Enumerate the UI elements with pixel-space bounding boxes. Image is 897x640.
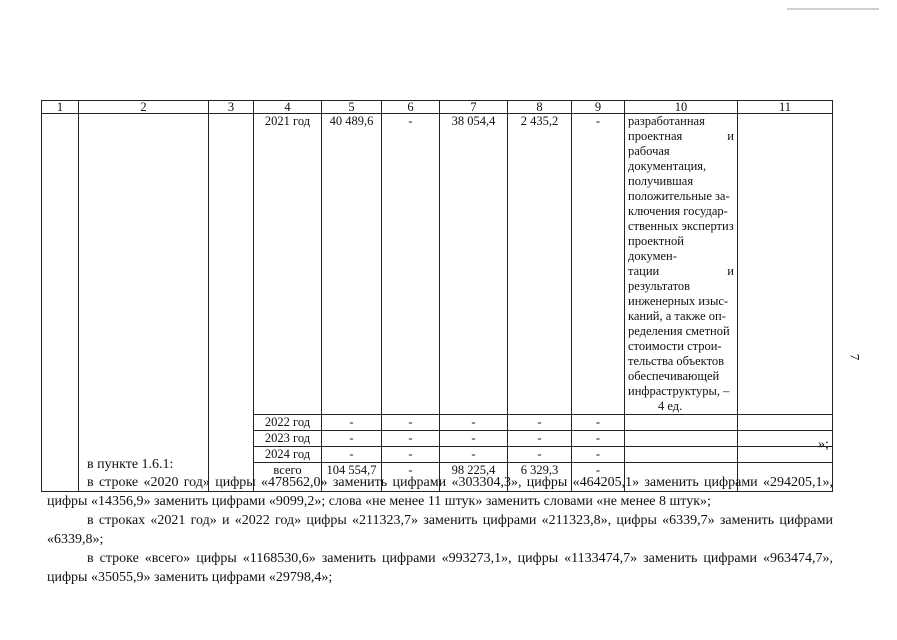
empty-cell (42, 114, 79, 492)
empty-cell (625, 431, 738, 447)
paragraph-point: в пункте 1.6.1: (87, 457, 174, 472)
description-line: ределения сметной (628, 324, 730, 338)
header-cell: 4 (254, 101, 322, 114)
description-line: тельства объектов (628, 354, 725, 368)
value-cell: 38 054,4 (440, 114, 508, 415)
value-cell: 98 225,4 (440, 463, 508, 492)
description-line: проектная и рабочая (628, 129, 734, 158)
value-cell: - (440, 447, 508, 463)
value-cell: - (382, 114, 440, 415)
header-cell: 2 (79, 101, 209, 114)
value-cell: - (572, 431, 625, 447)
table-row (42, 114, 833, 415)
paragraph-amendment: в строках «2021 год» и «2022 год» цифры «211323,7» заменить цифрами «211323,8», цифры «6339,7» заменить цифрами «6339,8»; (47, 513, 833, 547)
value-cell: - (322, 431, 382, 447)
header-cell: 5 (322, 101, 382, 114)
paragraph-amendment: в строке «2020 год» цифры «478562,0» заменить цифрами «303304,3», цифры «464205,1» заменить цифрами «294205,1», цифры «14356,9» заменить цифрами «9099,2»; слова «не менее 11 штук» заменить словами «не менее 8 штук»; (47, 475, 833, 509)
header-cell: 1 (42, 101, 79, 114)
description-line: тации и результатов (628, 264, 734, 293)
value-cell: - (508, 447, 572, 463)
description-line: инфраструктуры, – (628, 384, 730, 398)
value-cell: - (508, 415, 572, 431)
header-cell: 9 (572, 101, 625, 114)
description-line: получившая (628, 174, 694, 188)
year-cell: 2023 год (254, 431, 322, 447)
description-line: инженерных изыс- (628, 294, 729, 308)
description-line: ключения государ- (628, 204, 728, 218)
value-cell: - (322, 415, 382, 431)
description-line: разработанная (628, 114, 705, 128)
empty-cell (79, 114, 209, 492)
value-cell: - (322, 447, 382, 463)
value-cell: - (572, 463, 625, 492)
year-cell: 2024 год (254, 447, 322, 463)
header-cell: 10 (625, 101, 738, 114)
value-cell: - (572, 447, 625, 463)
value-cell: 40 489,6 (322, 114, 382, 415)
year-cell: всего (254, 463, 322, 492)
description-line: ственных экспертиз (628, 219, 734, 233)
value-cell: 2 435,2 (508, 114, 572, 415)
description-line: положительные за- (628, 189, 730, 203)
value-cell: 6 329,3 (508, 463, 572, 492)
header-cell: 11 (738, 101, 833, 114)
header-cell: 3 (209, 101, 254, 114)
description-line: документация, (628, 159, 707, 173)
header-cell: 8 (508, 101, 572, 114)
page-number: 7 (847, 353, 863, 361)
value-cell: - (508, 431, 572, 447)
empty-cell (738, 114, 833, 415)
description-line: каний, а также оп- (628, 309, 726, 323)
empty-cell (738, 415, 833, 431)
value-cell: - (382, 415, 440, 431)
closing-quote: »; (818, 437, 829, 452)
value-cell: - (572, 114, 625, 415)
value-cell: - (382, 463, 440, 492)
header-cell: 6 (382, 101, 440, 114)
description-cell (625, 114, 738, 415)
year-cell: 2022 год (254, 415, 322, 431)
empty-cell (625, 415, 738, 431)
value-cell: 104 554,7 (322, 463, 382, 492)
description-line: стоимости строи- (628, 339, 722, 353)
empty-cell (209, 114, 254, 492)
top-edge-line (787, 8, 879, 10)
value-cell: - (382, 431, 440, 447)
value-cell: - (572, 415, 625, 431)
header-cell: 7 (440, 101, 508, 114)
value-cell: - (440, 415, 508, 431)
description-line: обеспечивающей (628, 369, 720, 383)
table-header-row (42, 101, 833, 114)
description-line: 4 ед. (658, 399, 683, 413)
value-cell: - (382, 447, 440, 463)
description-line: проектной докумен- (628, 234, 684, 263)
paragraph-amendment: в строке «всего» цифры «1168530,6» заменить цифрами «993273,1», цифры «1133474,7» заменить цифрами «963474,7», цифры «35055,9» заменить цифрами «29798,4»; (47, 551, 833, 585)
value-cell: - (440, 431, 508, 447)
data-table (41, 100, 833, 492)
year-cell: 2021 год (254, 114, 322, 415)
